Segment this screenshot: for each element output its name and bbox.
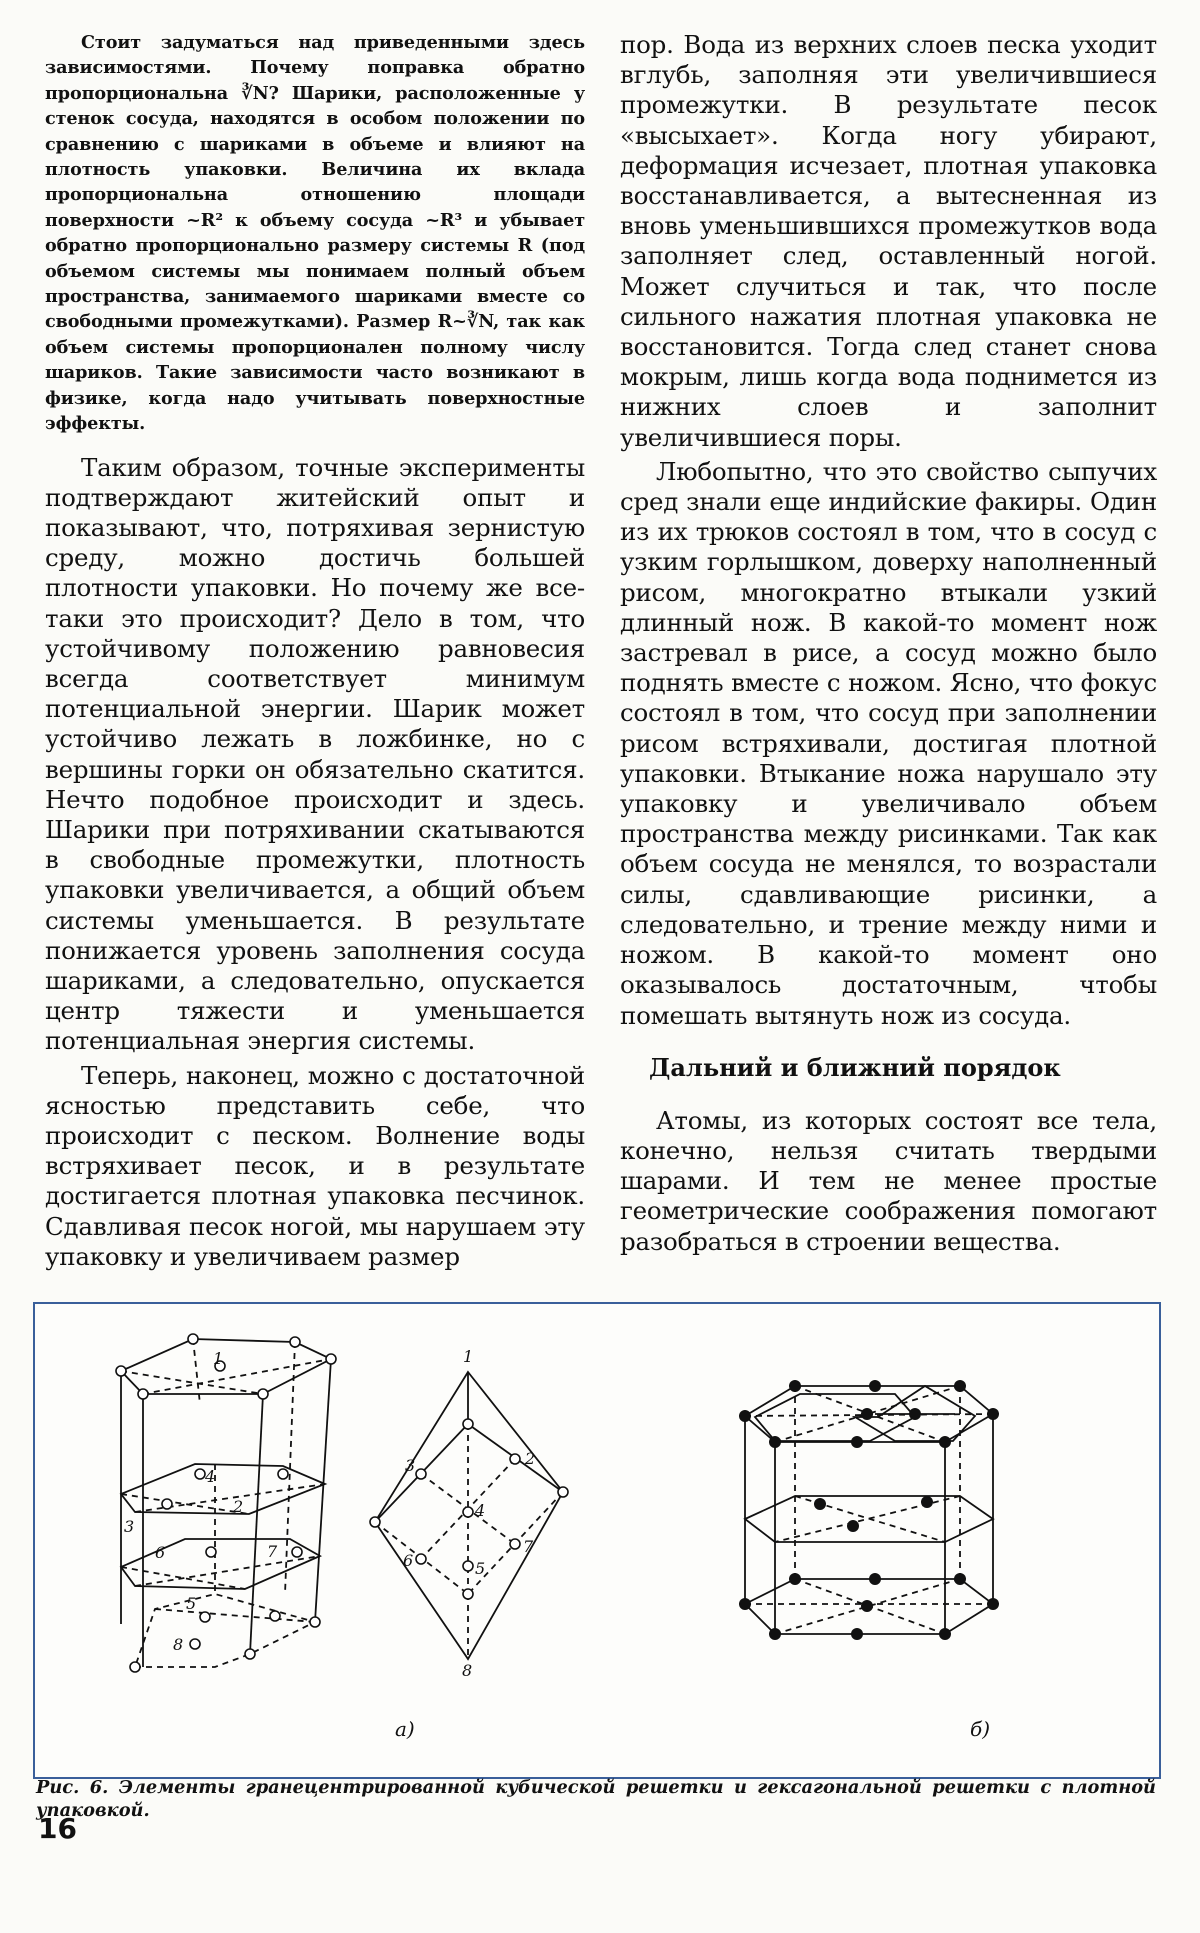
atom-label: 1 [463, 1347, 474, 1366]
atom-label: 7 [523, 1537, 534, 1556]
body-paragraph: Таким образом, точные эксперименты подтверждают житейский опыт и показывают, что, потряхивая зернистую среду, можно достичь большей плотности упаковки. Но почему же все-таки это происходит? Дело в том, что устойчивому положению равновесия всегда соответствует минимум потенциальной энергии. Шарик может устойчиво лежать в ложбинке, но с вершины горки он обязательно скатится. Нечто подобное происходит и здесь. Шарики при потряхивании скатываются в свободные промежутки, плотность упаковки увеличивается, а общий объем системы уменьшается. В результате понижается уровень заполнения сосуда шариками, а следовательно, опускается центр тяжести и уменьшается потенциальная энергия системы. [45, 452, 585, 1056]
body-paragraph: пор. Вода из верхних слоев песка уходит вглубь, заполняя эти увеличившиеся промежутки. В результате песок «высыхает». Когда ногу убирают, деформация исчезает, плотная упаковка восстанавливается, а вытесненная из вновь уменьшившихся промежутков вода заполняет след, оставленный ногой. Может случиться и так, что после сильного нажатия плотная упаковка не восстановится. Тогда след станет снова мокрым, лишь когда вода поднимется из нижних слоев и заполнит увеличившиеся поры. [620, 30, 1157, 452]
figure-caption: Рис. 6. Элементы гранецентрированной кубической решетки и гексагональной решетки с плотной упаковкой. [36, 1777, 1156, 1821]
atom-label: 1 [213, 1349, 224, 1368]
fcc-hex-prism-drawing [116, 1334, 336, 1672]
hcp-prism-drawing [739, 1380, 999, 1640]
lattice-drawings [35, 1304, 1159, 1777]
right-column [620, 30, 1157, 1257]
atom-label: 4 [475, 1501, 486, 1520]
right-body [620, 30, 1157, 1257]
page-number: 16 [38, 1812, 77, 1845]
footnote-paragraph: Стоит задуматься над приведенными здесь зависимостями. Почему поправка обратно пропорциональна ∛N? Шарики, расположенные у стенок сосуда, находятся в особом положении по сравнению с шариками в объеме и влияют на плотность упаковки. Величина их вклада пропорциональна отношению площади поверхности ~R² к объему сосуда ~R³ и убывает обратно пропорционально размеру системы R (под объемом системы мы понимаем полный объем пространства, занимаемого шариками вместе со свободными промежутками). Размер R~∛N, так как объем системы пропорционален полному числу шариков. Такие зависимости часто возникают в физике, когда надо учитывать поверхностные эффекты. [45, 32, 585, 435]
figure-6 [33, 1302, 1161, 1779]
left-body [45, 453, 585, 1272]
fcc-cube-drawing [370, 1347, 568, 1680]
atom-label: 2 [233, 1497, 244, 1516]
figure-label-b: б) [970, 1717, 991, 1741]
body-paragraph: Теперь, наконец, можно с достаточной ясностью представить себе, что происходит с песком. Волнение воды встряхивает песок, и в результате достигается плотная упаковка песчинок. Сдавливая песок ногой, мы нарушаем эту упаковку и увеличиваем размер [45, 1060, 585, 1271]
atom-label: 3 [124, 1517, 135, 1536]
atom-label: 3 [405, 1456, 416, 1475]
atom-label: 2 [525, 1449, 536, 1468]
section-heading: Дальний и ближний порядок [649, 1052, 1061, 1082]
atom-label: 5 [186, 1594, 197, 1613]
atom-label: 7 [267, 1542, 278, 1561]
atom-label: 8 [173, 1635, 184, 1654]
atom-label: 6 [403, 1551, 414, 1570]
atom-label: 4 [205, 1467, 216, 1486]
footnote-block [45, 30, 585, 437]
body-paragraph: Атомы, из которых состоят все тела, конечно, нельзя считать твердыми шарами. И тем не менее простые геометрические соображения помогают разобраться в строении вещества. [620, 1105, 1157, 1256]
atom-label: 6 [155, 1543, 166, 1562]
atom-label: 5 [475, 1559, 486, 1578]
body-paragraph: Любопытно, что это свойство сыпучих сред знали еще индийские факиры. Один из их трюков состоял в том, что в сосуд с узким горлышком, доверху наполненный рисом, многократно втыкали узкий длинный нож. В какой-то момент нож застревал в рисе, а сосуд можно было поднять вместе с ножом. Ясно, что фокус состоял в том, что сосуд при заполнении рисом встряхивали, достигая плотной упаковки. Втыкание ножа нарушало эту упаковку и увеличивало объем пространства между рисинками. Так как объем сосуда не менялся, то возрастали силы, сдавливающие рисинки, а следовательно, и трение между ними и ножом. В какой-то момент оно оказывалось достаточным, чтобы помешать вытянуть нож из сосуда. [620, 456, 1157, 1030]
figure-label-a: а) [395, 1717, 415, 1741]
left-column [45, 30, 585, 1272]
atom-label: 8 [462, 1661, 473, 1680]
